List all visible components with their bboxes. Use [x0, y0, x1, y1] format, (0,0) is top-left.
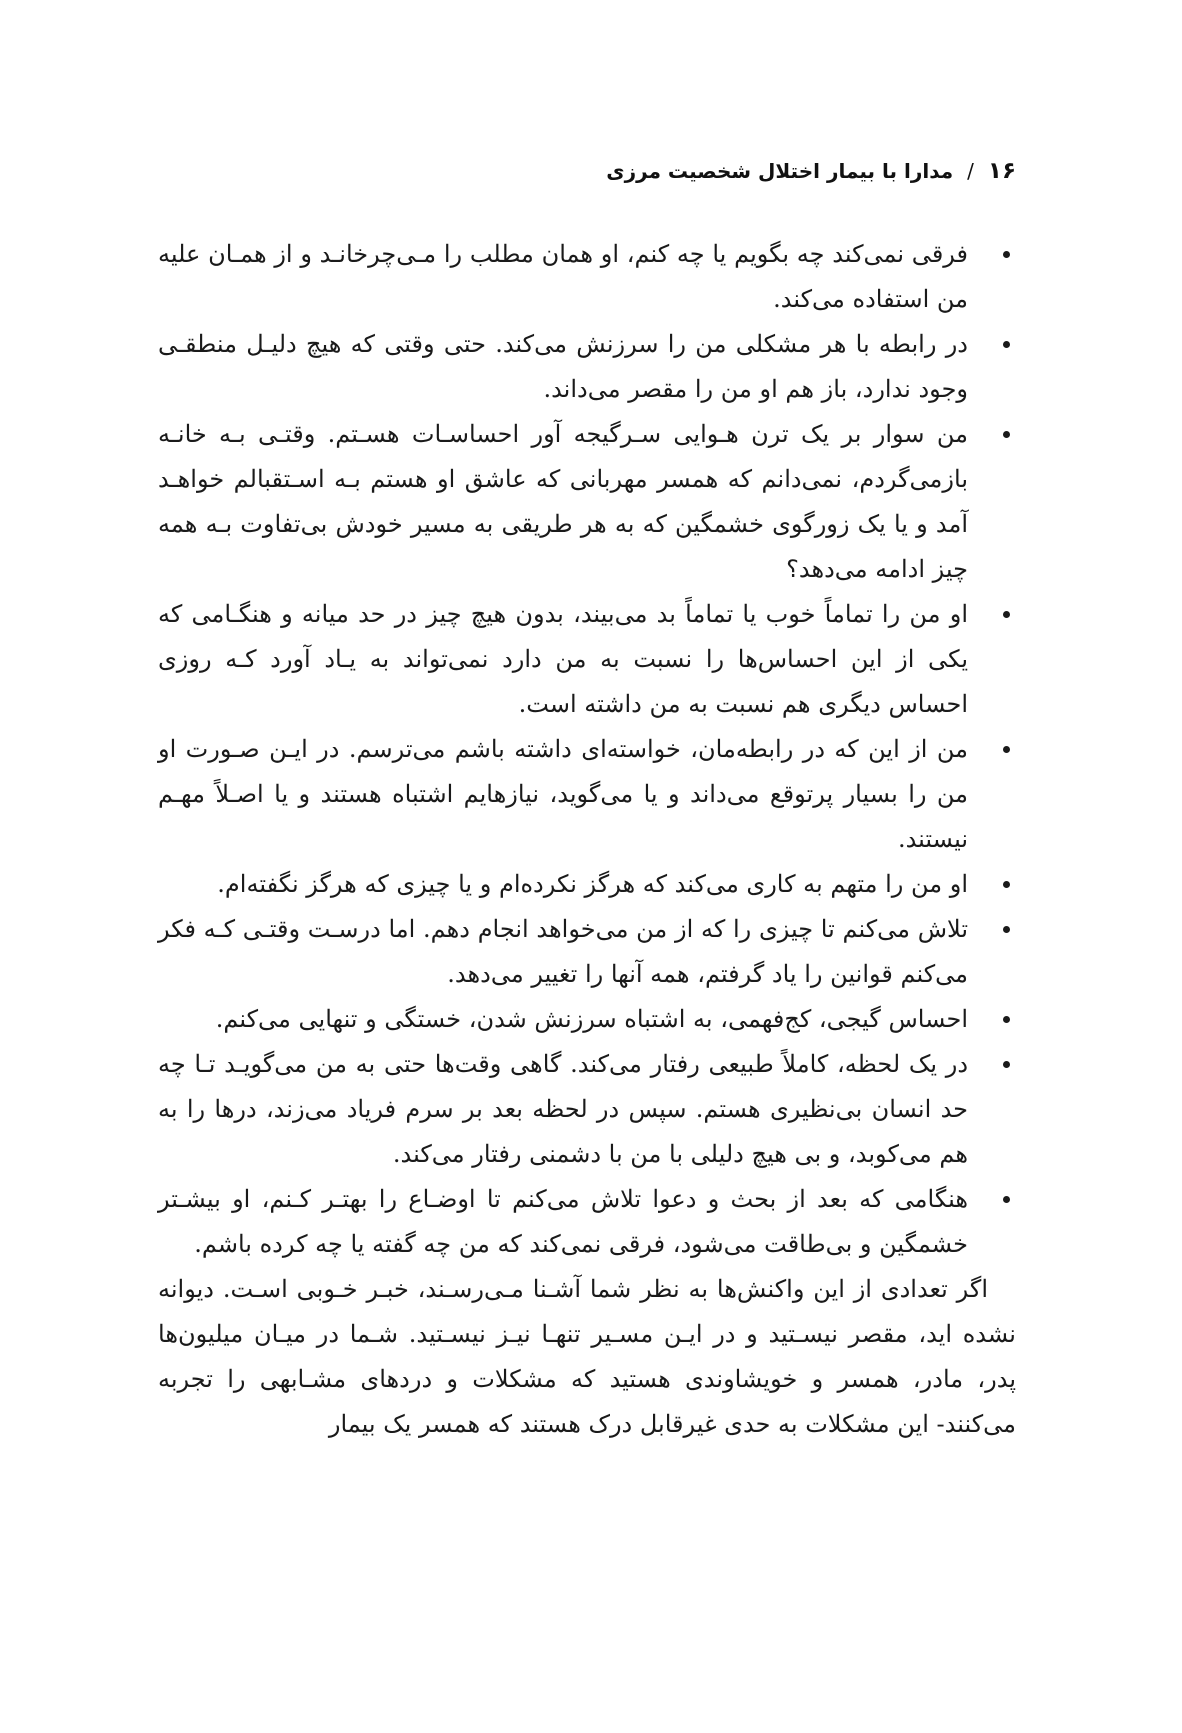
- bullet-icon: [1003, 611, 1010, 618]
- list-item-text: او من را متهم به کاری می‌کند که هرگز نکرده‌ام و یا چیزی که هرگز نگفته‌ام.: [217, 870, 968, 898]
- list-item: [158, 592, 1016, 727]
- bullet-icon: [1003, 251, 1010, 258]
- list-item-text: احساس گیجی، کج‌فهمی، به اشتباه سرزنش شدن، خستگی و تنهایی می‌کنم.: [215, 1005, 968, 1033]
- list-item: [158, 907, 1016, 997]
- list-item-text: من سوار بر یک ترن هـوایی سـرگیجه آور احساسـات هسـتم. وقتـی بـه خانـه بازمی‌گردم، نمی‌دانم که همسر مهربانی که عاشق او هستم بـه اسـتقبالم خواهـد آمد و یا یک زورگوی خشمگین که به هر طریقی به مسیر خودش بی‌تفاوت بـه همه چیز ادامه می‌دهد؟: [158, 420, 968, 583]
- running-header: [156, 158, 1016, 184]
- bullet-icon: [1003, 746, 1010, 753]
- bullet-icon: [1003, 881, 1010, 888]
- list-item: [158, 1177, 1016, 1267]
- list-item-text: من از این که در رابطه‌مان، خواسته‌ای داشته باشم می‌ترسم. در ایـن صـورت او من را بسیار پرتوقع می‌داند و یا می‌گوید، نیازهایم اشتباه هستند و یا اصـلاً مهـم نیستند.: [158, 735, 968, 853]
- list-item: [158, 862, 1016, 907]
- list-item-text: هنگامی که بعد از بحث و دعوا تلاش می‌کنم تا اوضـاع را بهتـر کـنم، او بیشـتر خشمگین و بی‌طاقت می‌شود، فرقی نمی‌کند که من چه گفته یا چه کرده باشم.: [158, 1185, 968, 1258]
- body-text: [158, 232, 1016, 1447]
- list-item-text: او من را تماماً خوب یا تماماً بد می‌بیند، بدون هیچ چیز در حد میانه و هنگـامی که یکی از این احساس‌ها را نسبت به من دارد نمی‌تواند به یـاد آورد کـه روزی احساس دیگری هم نسبت به من داشته است.: [158, 600, 968, 718]
- bullet-icon: [1003, 1196, 1010, 1203]
- list-item: [158, 997, 1016, 1042]
- list-item: [158, 232, 1016, 322]
- list-item-text: فرقی نمی‌کند چه بگویم یا چه کنم، او همان مطلب را مـی‌چرخانـد و از همـان علیه من استفاده می‌کند.: [158, 240, 969, 313]
- bullet-icon: [1003, 431, 1010, 438]
- bullet-icon: [1003, 1061, 1010, 1068]
- bullet-icon: [1003, 926, 1010, 933]
- bullet-icon: [1003, 341, 1010, 348]
- bullet-icon: [1003, 1016, 1010, 1023]
- bullet-list: [158, 232, 1016, 1267]
- list-item: [158, 412, 1016, 592]
- list-item-text: در رابطه با هر مشکلی من را سرزنش می‌کند. حتی وقتی که هیچ دلیـل منطقـی وجود ندارد، باز هم او من را مقصر می‌داند.: [158, 330, 968, 403]
- list-item: [158, 1042, 1016, 1177]
- list-item-text: تلاش می‌کنم تا چیزی را که از من می‌خواهد انجام دهم. اما درسـت وقتـی کـه فکر می‌کنم قوانین را یاد گرفتم، همه آنها را تغییر می‌دهد.: [158, 915, 969, 988]
- page-number: ۱۶: [987, 158, 1016, 184]
- header-separator: /: [967, 159, 974, 183]
- list-item: [158, 322, 1016, 412]
- list-item: [158, 727, 1016, 862]
- running-title: مدارا با بیمار اختلال شخصیت مرزی: [606, 159, 954, 183]
- list-item-text: در یک لحظه، کاملاً طبیعی رفتار می‌کند. گاهی وقت‌ها حتی به من می‌گویـد تـا چه حد انسان بی‌نظیری هستم. سپس در لحظه بعد بر سرم فریاد می‌زند، درها را به هم می‌کوبد، و بی هیچ دلیلی با من با دشمنی رفتار می‌کند.: [158, 1050, 969, 1168]
- body-paragraph: اگر تعدادی از این واکنش‌ها به نظر شما آشـنا مـی‌رسـند، خبـر خـوبی اسـت. دیوانه نشده اید، مقصر نیسـتید و در ایـن مسـیر تنهـا نیـز نیسـتید. شـما در میـان میلیون‌ها پدر، مادر، همسر و خویشاوندی هستید که مشکلات و دردهای مشـابهی را تجربه می‌کنند- این مشکلات به حدی غیرقابل درک هستند که همسر یک بیمار: [158, 1275, 1016, 1438]
